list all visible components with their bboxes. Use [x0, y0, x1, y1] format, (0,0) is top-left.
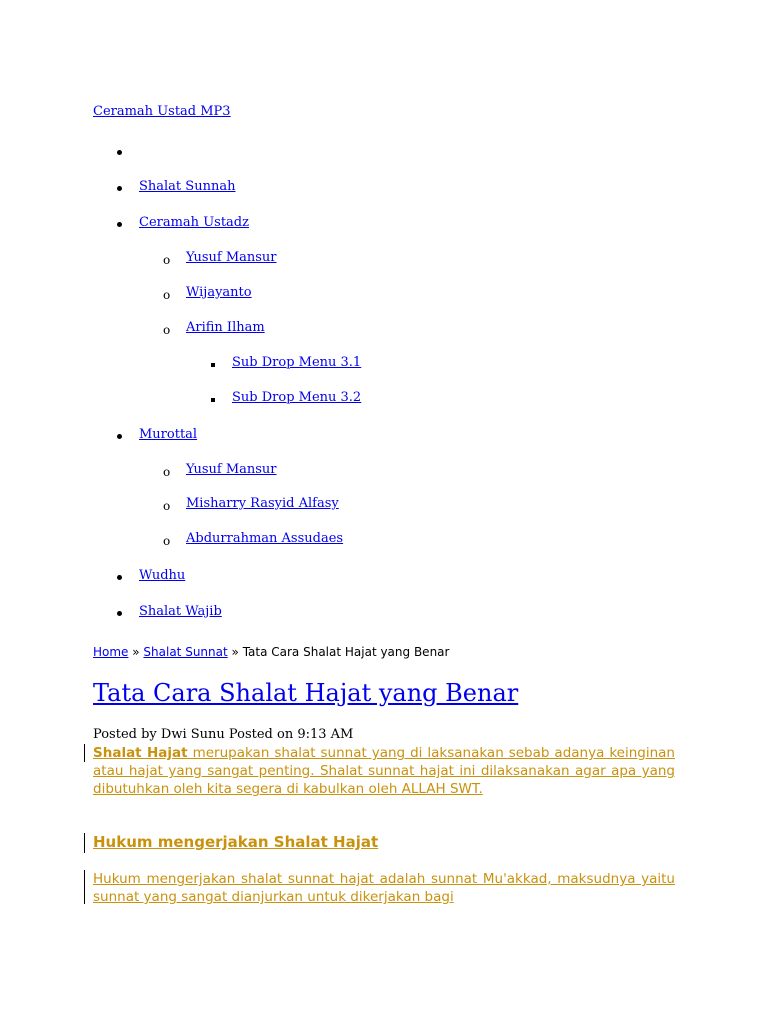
bullet-circle: o [163, 288, 171, 302]
bullet-square [211, 398, 215, 402]
breadcrumb-current: Tata Cara Shalat Hajat yang Benar [242, 645, 450, 659]
bullet-disc [117, 575, 122, 580]
section-heading: Hukum mengerjakan Shalat Hajat [93, 833, 379, 851]
post-author: Dwi Sunu [160, 727, 225, 742]
meta-posted-on-label: Posted on [224, 727, 298, 742]
breadcrumb-separator: » [128, 645, 144, 659]
menu-ceramah-wijayanto[interactable]: Wijayanto [186, 285, 252, 300]
menu-shalat-wajib[interactable]: Shalat Wajib [139, 604, 222, 619]
bullet-circle: o [163, 253, 171, 267]
breadcrumb-separator: » [227, 645, 243, 659]
bullet-disc [117, 186, 122, 191]
site-title-link[interactable]: Ceramah Ustad MP3 [93, 104, 231, 119]
meta-posted-by-label: Posted by [93, 727, 161, 742]
bullet-disc [117, 150, 122, 155]
text-cursor-bar [84, 833, 85, 853]
breadcrumb [93, 645, 449, 659]
text-cursor-bar [84, 744, 85, 762]
menu-murottal[interactable]: Murottal [139, 427, 198, 442]
menu-ceramah-ustadz[interactable]: Ceramah Ustadz [139, 215, 249, 230]
menu-sub-drop-3-2[interactable]: Sub Drop Menu 3.2 [232, 390, 362, 405]
bullet-disc [117, 434, 122, 439]
intro-bold-term: Shalat Hajat [93, 745, 188, 761]
post-title-link[interactable]: Tata Cara Shalat Hajat yang Benar [93, 679, 519, 707]
breadcrumb-home[interactable]: Home [93, 645, 129, 659]
bullet-circle: o [163, 465, 171, 479]
menu-ceramah-arifin-ilham[interactable]: Arifin Ilham [186, 320, 265, 335]
menu-murottal-abdurrahman[interactable]: Abdurrahman Assudaes [186, 531, 344, 546]
intro-text: merupakan shalat sunnat yang di laksanakan sebab adanya keinginan atau hajat yang sangat penting. Shalat sunnat hajat ini dilaksanakan agar apa yang dibutuhkan oleh kita segera di kabulkan oleh ALLAH SWT. [93, 745, 675, 797]
bullet-circle: o [163, 499, 171, 513]
bullet-disc [117, 611, 122, 616]
bullet-disc [117, 222, 122, 227]
menu-wudhu[interactable]: Wudhu [139, 568, 186, 583]
intro-paragraph [93, 744, 675, 798]
bullet-circle: o [163, 323, 171, 337]
post-time: 9:13 AM [297, 727, 354, 742]
menu-ceramah-yusuf-mansur[interactable]: Yusuf Mansur [186, 250, 277, 265]
menu-sub-drop-3-1[interactable]: Sub Drop Menu 3.1 [232, 355, 362, 370]
post-title [93, 676, 518, 710]
post-meta [93, 727, 353, 742]
bullet-circle: o [163, 534, 171, 548]
menu-murottal-yusuf-mansur[interactable]: Yusuf Mansur [186, 462, 277, 477]
bullet-square [211, 363, 215, 367]
menu-shalat-sunnah[interactable]: Shalat Sunnah [139, 179, 236, 194]
text-cursor-bar [84, 870, 85, 904]
section-paragraph: Hukum mengerjakan shalat sunnat hajat adalah sunnat Mu'akkad, maksudnya yaitu sunnat yang sangat dianjurkan untuk dikerjakan bagi [93, 871, 675, 905]
breadcrumb-category[interactable]: Shalat Sunnat [143, 645, 228, 659]
menu-murottal-misharry[interactable]: Misharry Rasyid Alfasy [186, 496, 339, 511]
